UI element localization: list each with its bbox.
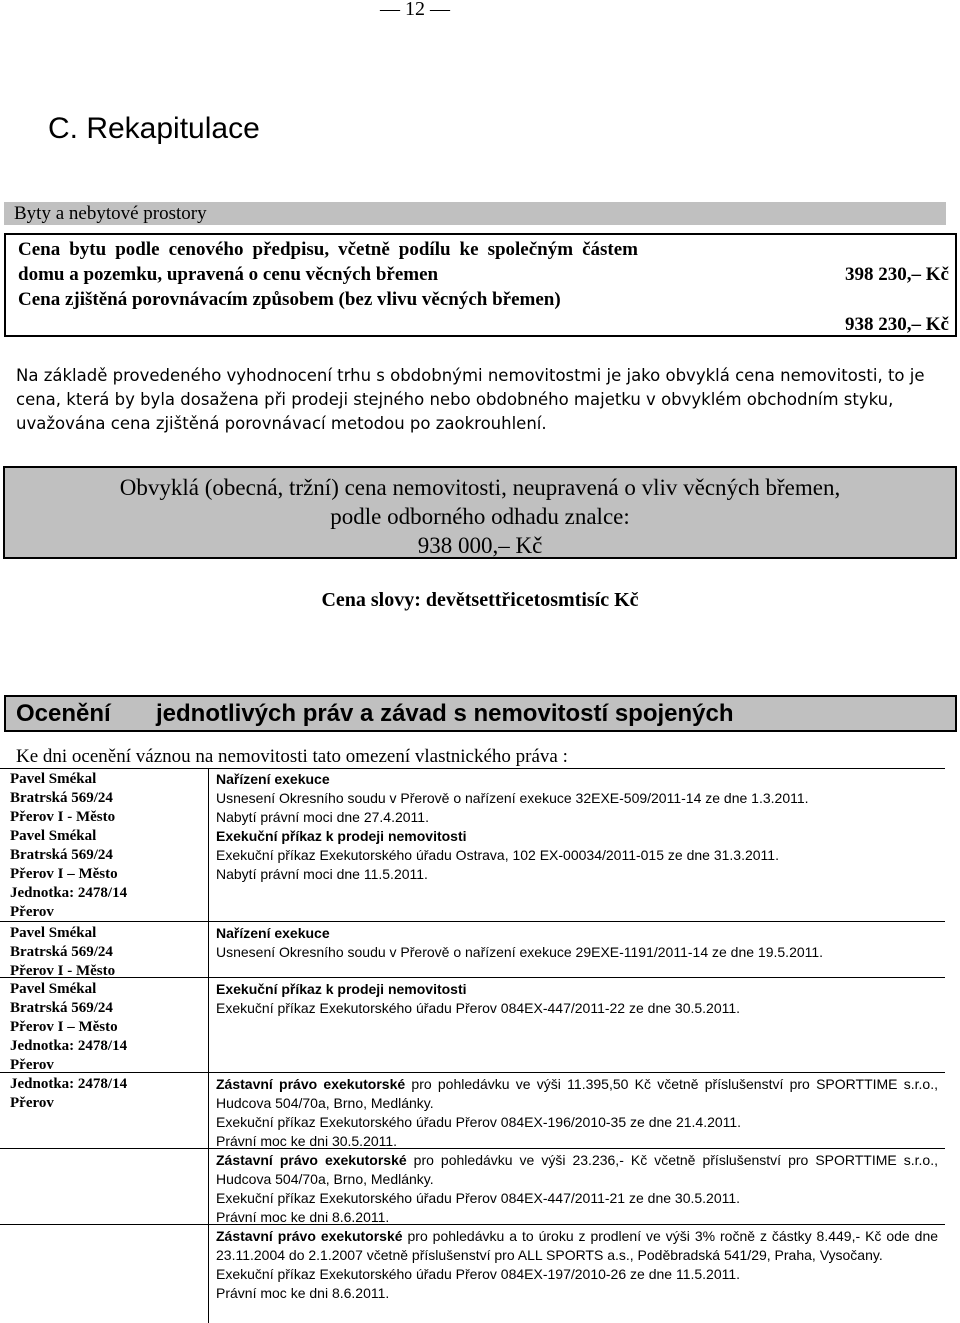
encumbrance-line: Exekuční příkaz Exekutorského úřadu Přerov 084EX-447/2011-21 ze dne 30.5.2011.	[216, 1190, 741, 1206]
encumbrance-row	[0, 1072, 945, 1149]
owner-cell	[10, 924, 205, 981]
encumbrance-text: pro pohledávku a to úroku z prodlení ve výši 3% ročně z částky 8.449,- Kč ode dne 23.11.2004 do 2.1.2007 včetně příslušenství pro ALL SPORTS a.s., Poděbradská 541/29, Praha, Vysočany.	[216, 1228, 939, 1263]
encumbrance-line: Nabytí právní moci dne 27.4.2011.	[216, 809, 429, 825]
price-label-regulation: Cena bytu podle cenového předpisu, včetně podílu ke společným částem domu a pozemku, upravená o cenu věcných břemen	[18, 239, 638, 285]
encumbrance-detail	[216, 1075, 938, 1151]
encumbrance-title: Nařízení exekuce	[216, 771, 330, 787]
rights-section-header	[4, 695, 957, 732]
encumbrance-title: Zástavní právo exekutorské	[216, 1152, 407, 1168]
encumbrance-detail	[216, 827, 938, 884]
market-price-value: 938 000,– Kč	[417, 533, 543, 558]
owner-cell	[10, 1075, 205, 1113]
owner-line: Přerov	[10, 1095, 54, 1111]
encumbrance-line: Nabytí právní moci dne 11.5.2011.	[216, 866, 428, 882]
owner-line: Bratrská 569/24	[10, 944, 113, 960]
owner-line: Bratrská 569/24	[10, 1000, 113, 1016]
market-price-box	[3, 466, 957, 559]
encumbrance-title: Zástavní právo exekutorské	[216, 1076, 406, 1092]
encumbrance-line: Exekuční příkaz Exekutorského úřadu Ostrava, 102 EX-00034/2011-015 ze dne 31.3.2011.	[216, 847, 779, 863]
owner-line: Jednotka: 2478/14	[10, 885, 128, 901]
owner-line: Přerov I – Město	[10, 1019, 118, 1035]
encumbrance-line: Právní moc ke dni 8.6.2011.	[216, 1285, 390, 1301]
market-price-line1: Obvyklá (obecná, tržní) cena nemovitosti, neupravená o vliv věcných břemen,	[119, 475, 841, 500]
encumbrance-row	[0, 921, 945, 979]
encumbrance-row	[0, 1224, 945, 1301]
owner-line: Pavel Smékal	[10, 828, 97, 844]
encumbrance-line: Usnesení Okresního soudu v Přerově o nařízení exekuce 29EXE-1191/2011-14 ze dne 19.5.2011.	[216, 944, 824, 960]
encumbrance-table	[0, 768, 945, 1323]
owner-cell	[10, 827, 205, 922]
section-title: C. Rekapitulace	[48, 112, 260, 145]
price-in-words: Cena slovy: devětsettřicetosmtisíc Kč	[321, 589, 639, 611]
owner-line: Bratrská 569/24	[10, 790, 113, 806]
encumbrance-title: Exekuční příkaz k prodeji nemovitosti	[216, 981, 467, 997]
rights-header-rest: jednotlivých práv a závad s nemovitostí spojených	[156, 700, 734, 727]
price-summary-box	[4, 233, 957, 337]
owner-line: Pavel Smékal	[10, 981, 97, 997]
byty-section-header: Byty a nebytové prostory	[4, 202, 946, 225]
valuation-paragraph: Na základě provedeného vyhodnocení trhu s obdobnými nemovitostmi je jako obvyklá cena nemovitosti, to je cena, která by byla dosažena při prodeji stejného nebo obdobného majetku v obvyklém obchodním styku, uvažována cena zjištěná porovnávací metodou po zaokrouhlení.	[16, 366, 925, 433]
owner-line: Přerov I – Město	[10, 866, 118, 882]
encumbrance-line: Exekuční příkaz Exekutorského úřadu Přerov 084EX-447/2011-22 ze dne 30.5.2011.	[216, 1000, 741, 1016]
encumbrance-detail	[216, 1151, 938, 1227]
owner-line: Bratrská 569/24	[10, 847, 113, 863]
page-number: — 12 —	[380, 0, 450, 20]
price-value-comparison: 938 230,– Kč	[845, 314, 949, 335]
encumbrance-detail	[216, 980, 938, 1018]
owner-line: Pavel Smékal	[10, 925, 97, 941]
encumbrance-detail	[216, 1227, 938, 1303]
encumbrance-intro: Ke dni ocenění váznou na nemovitosti tato omezení vlastnického práva :	[16, 746, 568, 767]
encumbrance-row	[0, 977, 945, 1073]
encumbrance-text: pro pohledávku ve výši 23.236,- Kč včetně příslušenství pro SPORTTIME s.r.o., Hudcova 504/70a, Brno, Medlánky.	[216, 1152, 938, 1187]
owner-cell	[10, 770, 205, 827]
owner-line: Přerov	[10, 904, 54, 920]
price-value-regulation: 398 230,– Kč	[845, 264, 949, 285]
encumbrance-line: Právní moc ke dni 30.5.2011.	[216, 1133, 398, 1149]
encumbrance-detail	[216, 770, 938, 827]
encumbrance-title: Exekuční příkaz k prodeji nemovitosti	[216, 828, 467, 844]
encumbrance-row	[0, 1148, 945, 1225]
encumbrance-detail	[216, 924, 938, 962]
owner-line: Přerov I - Město	[10, 963, 116, 979]
encumbrance-line: Exekuční příkaz Exekutorského úřadu Přerov 084EX-196/2010-35 ze dne 21.4.2011.	[216, 1114, 742, 1130]
owner-cell	[10, 980, 205, 1075]
owner-line: Přerov	[10, 1057, 54, 1073]
market-price-line2: podle odborného odhadu znalce:	[330, 504, 630, 529]
owner-line: Jednotka: 2478/14	[10, 1038, 128, 1054]
encumbrance-line: Usnesení Okresního soudu v Přerově o nařízení exekuce 32EXE-509/2011-14 ze dne 1.3.2011.	[216, 790, 809, 806]
rights-header-word1: Ocenění	[16, 700, 111, 727]
price-label-comparison: Cena zjištěná porovnávacím způsobem (bez vlivu věcných břemen)	[18, 289, 561, 310]
encumbrance-text: pro pohledávku ve výši 11.395,50 Kč včetně příslušenství pro SPORTTIME s.r.o., Hudcova 504/70a, Brno, Medlánky.	[216, 1076, 938, 1111]
encumbrance-title: Zástavní právo exekutorské	[216, 1228, 403, 1244]
owner-line: Jednotka: 2478/14	[10, 1076, 128, 1092]
owner-line: Přerov I - Město	[10, 809, 116, 825]
encumbrance-title: Nařízení exekuce	[216, 925, 330, 941]
encumbrance-line: Exekuční příkaz Exekutorského úřadu Přerov 084EX-197/2010-26 ze dne 11.5.2011.	[216, 1266, 741, 1282]
owner-line: Pavel Smékal	[10, 771, 97, 787]
encumbrance-line: Právní moc ke dni 8.6.2011.	[216, 1209, 390, 1225]
